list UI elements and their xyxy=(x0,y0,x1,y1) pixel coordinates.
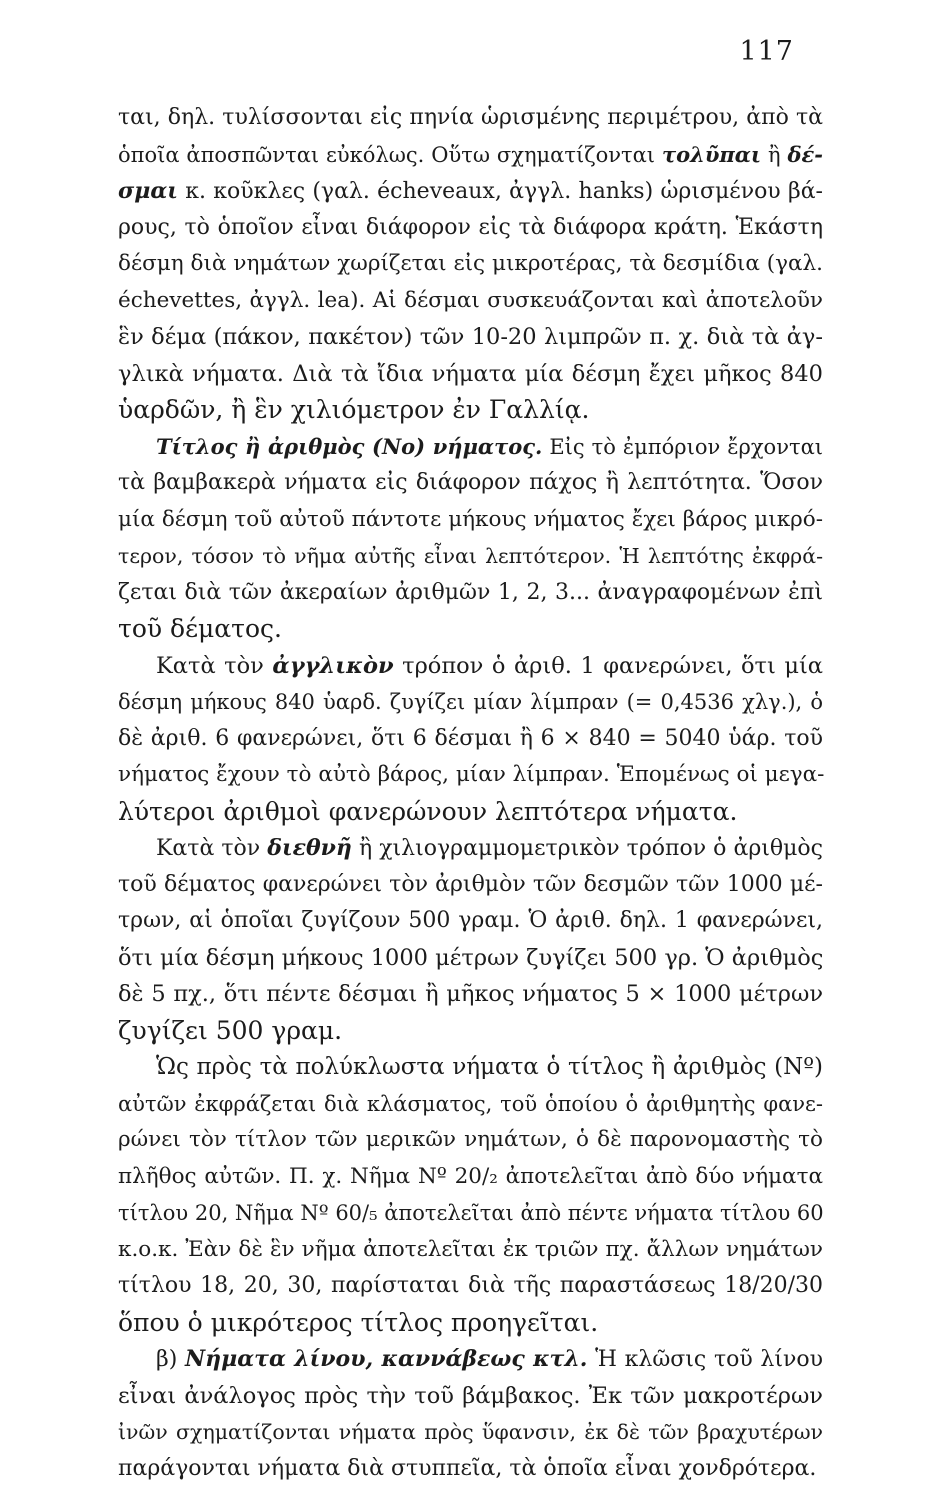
text-line xyxy=(118,465,823,502)
text-segment: Ὡς πρὸς τὰ πολύκλωστα νήματα ὁ τίτλος ἢ ἀριθμὸς (Nº) xyxy=(156,1054,823,1080)
text-segment: ἢ χιλιογραμμομετρικὸν τρόπον ὁ ἀριθμὸς xyxy=(351,836,823,861)
text-line xyxy=(118,648,823,685)
text-segment: κ.ο.κ. Ἐὰν δὲ ἓν νῆμα ἀποτελεῖται ἐκ τριῶν πχ. ἄλλων νημάτων xyxy=(118,1236,823,1262)
text-line xyxy=(118,356,823,393)
text-segment: ἢ xyxy=(761,142,788,167)
text-line xyxy=(118,1195,823,1232)
text-segment: Εἰς τὸ ἐμπόριον ἔρχονται xyxy=(542,434,823,459)
text-line xyxy=(118,1013,823,1050)
text-line xyxy=(118,1086,823,1123)
text-line xyxy=(118,1268,823,1305)
text-line xyxy=(118,1159,823,1196)
text-line xyxy=(118,319,823,356)
text-line xyxy=(118,137,823,174)
text-segment: τίτλου 20, Νῆμα Nº 60/₅ ἀποτελεῖται ἀπὸ πέντε νήματα τίτλου 60 xyxy=(118,1201,824,1225)
emphasized-text: ἀγγλικὸν xyxy=(272,652,394,679)
text-line xyxy=(118,246,823,283)
text-line xyxy=(118,794,823,831)
text-line xyxy=(118,1414,823,1451)
text-line xyxy=(118,757,823,794)
text-segment: échevettes, ἀγγλ. lea). Αἱ δέσμαι συσκευάζονται καὶ ἀποτελοῦν xyxy=(118,287,823,313)
text-line xyxy=(118,392,823,429)
text-segment: ὑαρδῶν, ἢ ἓν χιλιόμετρον ἐν Γαλλίᾳ. xyxy=(118,395,590,424)
text-segment: β) xyxy=(156,1347,185,1372)
text-segment: μία δέσμη τοῦ αὐτοῦ πάντοτε μήκους νήματος ἔχει βάρος μικρό- xyxy=(118,506,823,532)
text-line xyxy=(118,1305,823,1342)
text-line xyxy=(118,502,823,539)
text-line xyxy=(118,100,823,137)
text-line xyxy=(118,283,823,320)
text-segment: ρους, τὸ ὁποῖον εἶναι διάφορον εἰς τὰ διάφορα κράτη. Ἑκάστη xyxy=(118,214,823,240)
text-segment: ται, δηλ. τυλίσσονται εἰς πηνία ὡρισμένης περιμέτρου, ἀπὸ τὰ xyxy=(118,105,823,130)
text-segment: νήματος ἔχουν τὸ αὐτὸ βάρος, μίαν λίμπραν. Ἑπομένως οἱ μεγα- xyxy=(118,762,825,787)
text-segment: λύτεροι ἀριθμοὶ φανερώνουν λεπτότερα νήματα. xyxy=(118,796,738,826)
text-segment: τοῦ δέματος φανερώνει τὸν ἀριθμὸν τῶν δεσμῶν τῶν 1000 μέ- xyxy=(118,871,823,897)
text-line xyxy=(118,1122,823,1159)
text-line xyxy=(118,721,823,758)
text-segment: ζυγίζει 500 γραμ. xyxy=(118,1015,343,1045)
text-segment: δὲ ἀριθ. 6 φανερώνει, ὅτι 6 δέσμαι ἢ 6 × 840 = 5040 ὑάρ. τοῦ xyxy=(118,725,823,751)
text-line xyxy=(118,1049,823,1086)
text-line xyxy=(118,1341,823,1378)
text-line xyxy=(118,1451,823,1488)
text-segment: πλῆθος αὐτῶν. Π. χ. Νῆμα Nº 20/₂ ἀποτελεῖται ἀπὸ δύο νήματα xyxy=(118,1163,823,1189)
text-segment: ρώνει τὸν τίτλον τῶν μερικῶν νημάτων, ὁ δὲ παρονομαστὴς τὸ xyxy=(118,1127,823,1152)
text-line xyxy=(118,538,823,575)
text-segment: τρων, αἱ ὁποῖαι ζυγίζουν 500 γραμ. Ὁ ἀριθ. δηλ. 1 φανερώνει, xyxy=(118,908,823,933)
text-line xyxy=(118,903,823,940)
text-line xyxy=(118,976,823,1013)
text-line xyxy=(118,429,823,466)
text-segment: ὁποῖα ἀποσπῶνται εὐκόλως. Οὕτω σχηματίζονται xyxy=(118,142,662,167)
text-line xyxy=(118,611,823,648)
text-segment: ὅπου ὁ μικρότερος τίτλος προηγεῖται. xyxy=(118,1307,599,1337)
text-segment: παράγονται νήματα διὰ στυππεῖα, τὰ ὁποῖα εἶναι χονδρότερα. xyxy=(118,1455,817,1481)
page-number: 117 xyxy=(739,36,794,67)
text-segment: Κατὰ τὸν xyxy=(156,836,268,861)
emphasized-text: Τίτλος ἢ ἀριθμὸς (Νο) νήματος. xyxy=(156,433,543,459)
text-segment: τρόπον ὁ ἀριθ. 1 φανερώνει, ὅτι μία xyxy=(393,652,823,679)
emphasized-text: σμαι xyxy=(118,178,178,204)
text-line xyxy=(118,210,823,247)
text-line xyxy=(118,1378,823,1415)
text-line xyxy=(118,575,823,612)
text-line xyxy=(118,867,823,904)
text-segment: εἶναι ἀνάλογος πρὸς τὴν τοῦ βάμβακος. Ἐκ τῶν μακροτέρων xyxy=(118,1382,823,1409)
text-segment: δὲ 5 πχ., ὅτι πέντε δέσμαι ἢ μῆκος νήματος 5 × 1000 μέτρων xyxy=(118,981,823,1007)
text-segment: ὅτι μία δέσμη μήκους 1000 μέτρων ζυγίζει 500 γρ. Ὁ ἀριθμὸς xyxy=(118,944,824,971)
text-segment: αὐτῶν ἐκφράζεται διὰ κλάσματος, τοῦ ὁποίου ὁ ἀριθμητὴς φανε- xyxy=(118,1091,823,1116)
text-segment: Κατὰ τὸν xyxy=(156,652,273,679)
emphasized-text: δέ- xyxy=(787,141,824,167)
text-segment: Ἡ κλῶσις τοῦ λίνου xyxy=(587,1347,823,1372)
text-segment: τοῦ δέματος. xyxy=(118,614,282,643)
emphasized-text: Νήματα λίνου, καννάβεως κτλ. xyxy=(185,1346,588,1372)
text-segment: ἰνῶν σχηματίζονται νήματα πρὸς ὕφανσιν, ἐκ δὲ τῶν βραχυτέρων xyxy=(118,1420,823,1444)
text-segment: τερον, τόσον τὸ νῆμα αὐτῆς εἶναι λεπτότερον. Ἡ λεπτότης ἐκφρά- xyxy=(118,544,823,568)
text-line xyxy=(118,940,823,977)
text-line xyxy=(118,830,823,867)
text-segment: κ. κοῦκλες (γαλ. écheveaux, ἀγγλ. hanks) ὡρισμένου βά- xyxy=(177,179,823,204)
text-segment: δέσμη μήκους 840 ὑαρδ. ζυγίζει μίαν λίμπραν (= 0,4536 χλγ.), ὁ xyxy=(118,690,823,714)
text-line xyxy=(118,684,823,721)
text-line xyxy=(118,1232,823,1269)
text-segment: δέσμη διὰ νημάτων χωρίζεται εἰς μικροτέρας, τὰ δεσμίδια (γαλ. xyxy=(118,251,823,276)
text-segment: γλικὰ νήματα. Διὰ τὰ ἴδια νήματα μία δέσμη ἔχει μῆκος 840 xyxy=(118,360,823,387)
text-line xyxy=(118,173,823,210)
text-segment: τίτλου 18, 20, 30, παρίσταται διὰ τῆς παραστάσεως 18/20/30 xyxy=(118,1273,823,1298)
body-text xyxy=(118,100,823,1487)
text-segment: ἓν δέμα (πάκον, πακέτον) τῶν 10-20 λιμπρῶν π. χ. διὰ τὰ ἀγ- xyxy=(118,324,823,350)
emphasized-text: διεθνῆ xyxy=(267,835,352,861)
text-segment: τὰ βαμβακερὰ νήματα εἰς διάφορον πάχος ἢ λεπτότητα. Ὅσον xyxy=(118,470,823,495)
text-segment: ζεται διὰ τῶν ἀκεραίων ἀριθμῶν 1, 2, 3... ἀναγραφομένων ἐπὶ xyxy=(118,579,823,605)
emphasized-text: τολῦπαι xyxy=(661,141,762,167)
